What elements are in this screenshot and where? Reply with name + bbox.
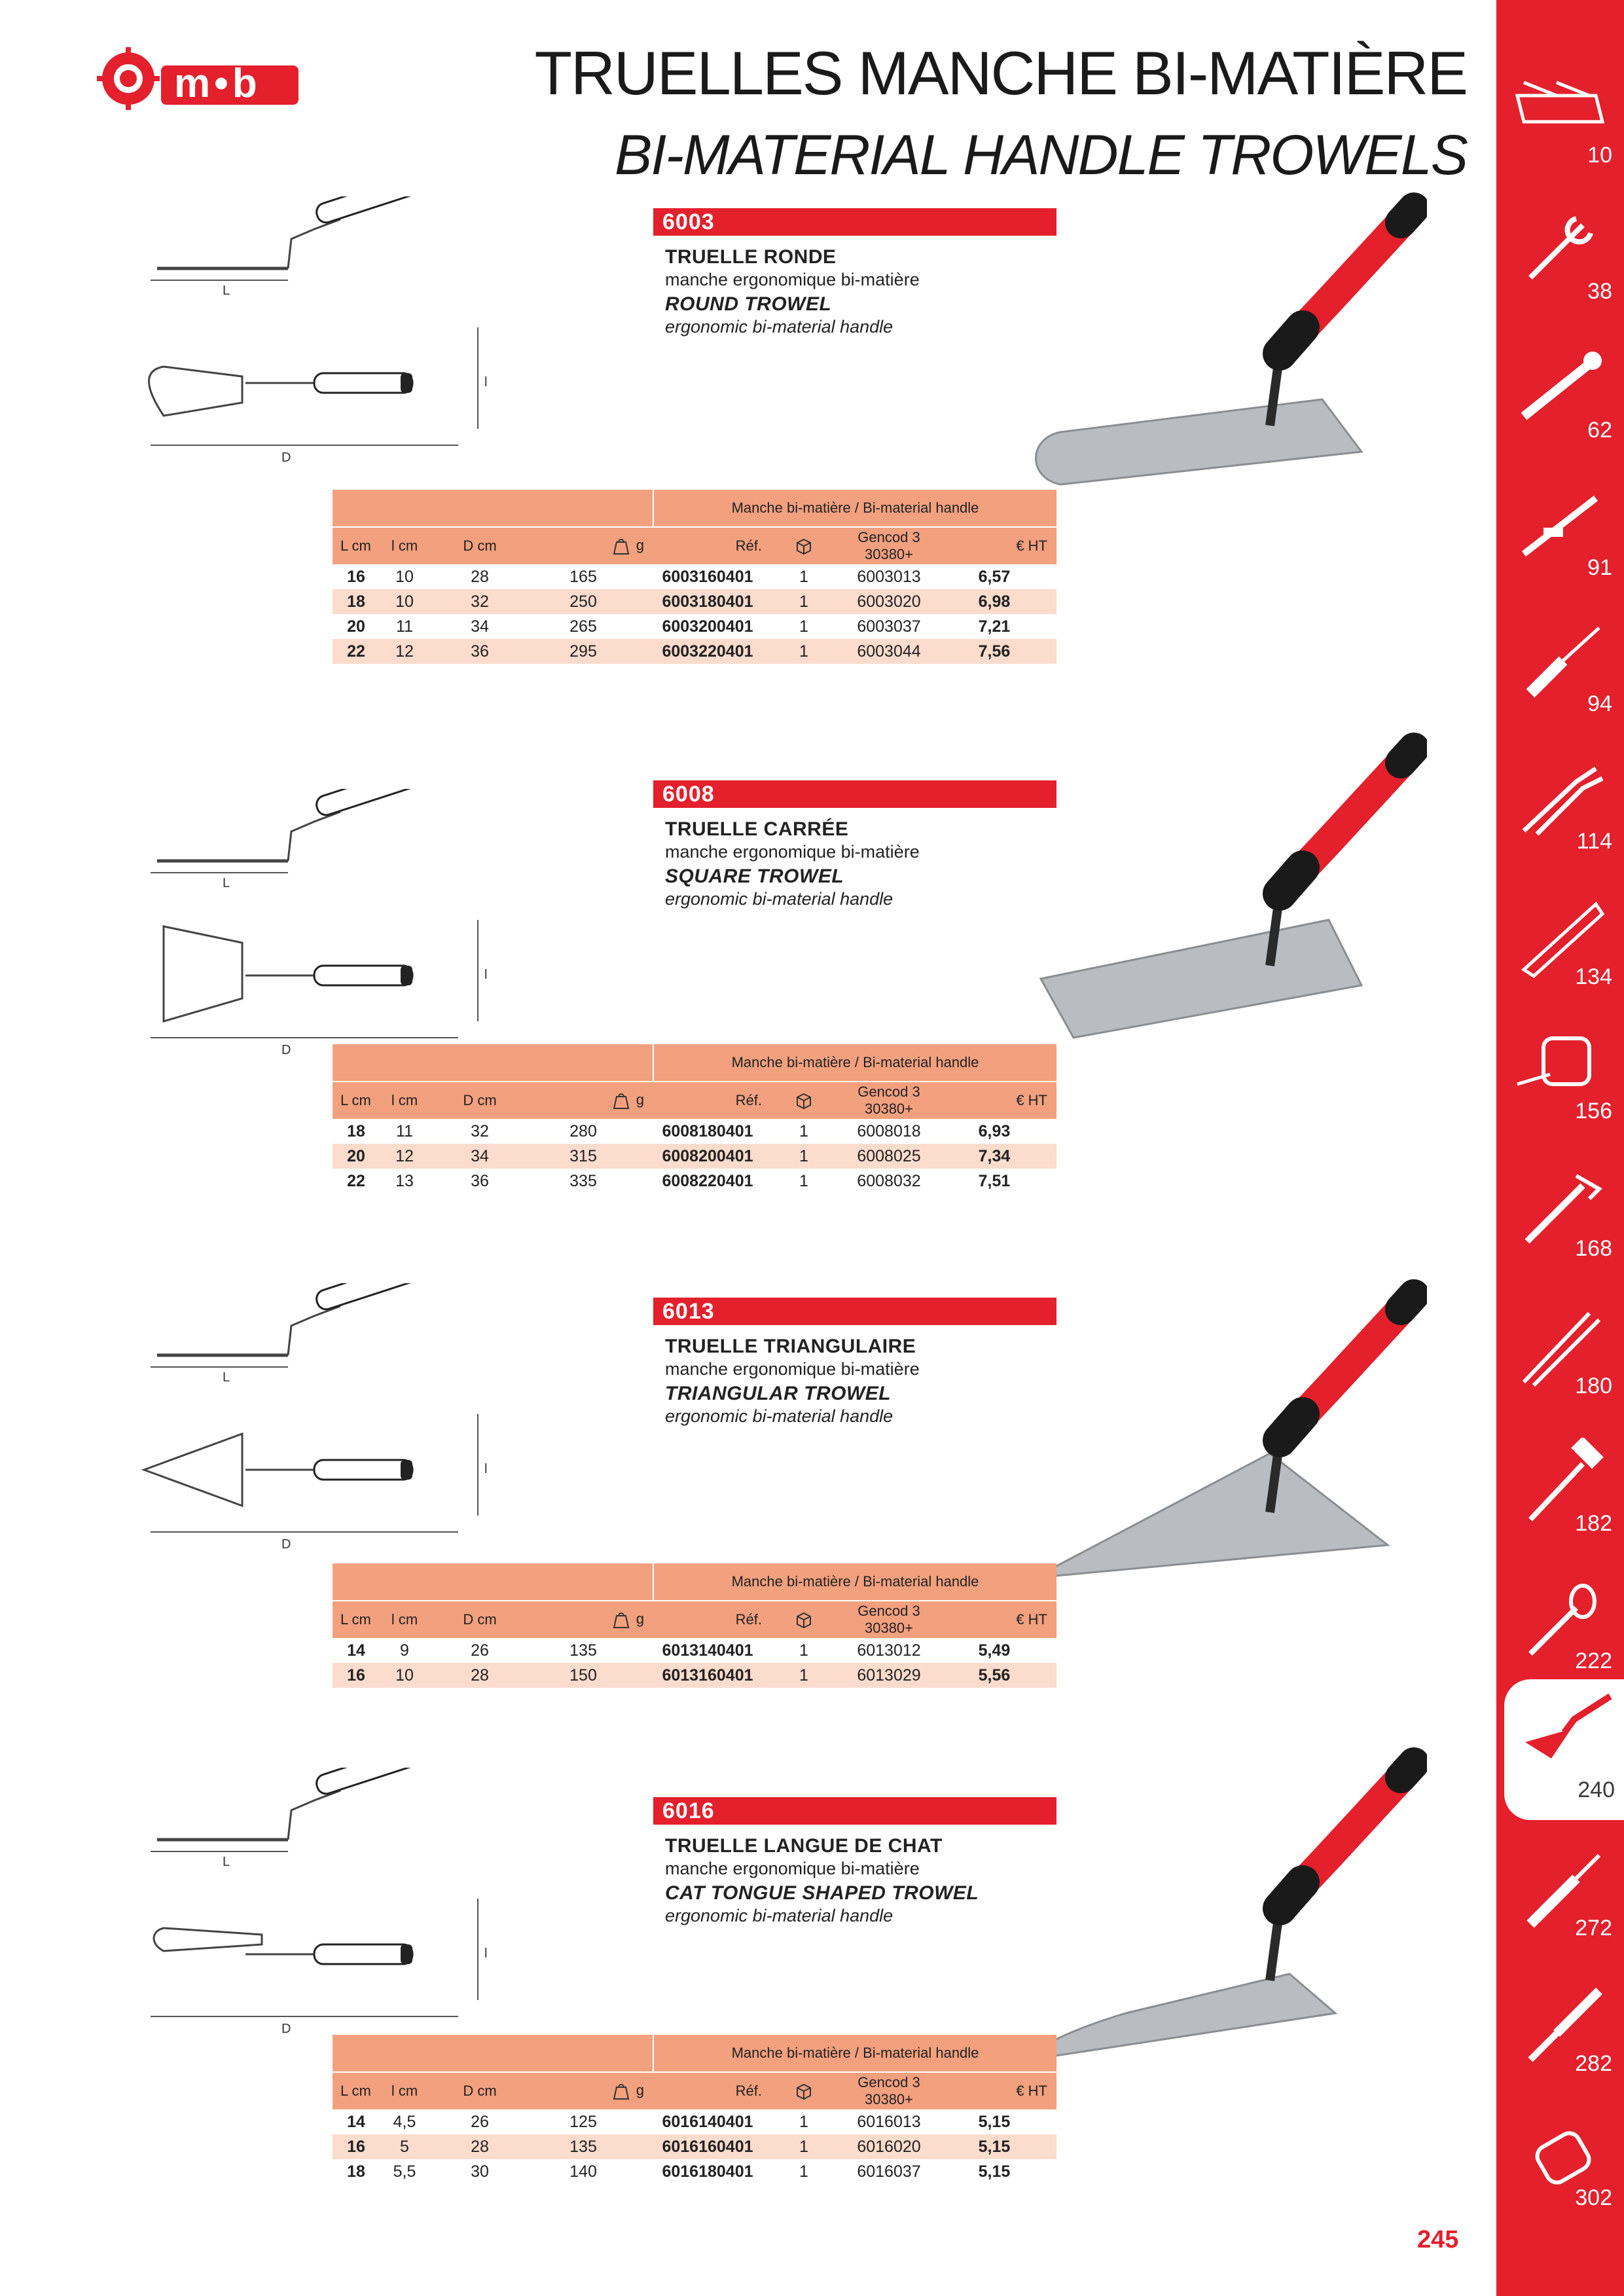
sidebar-tab-number: 91 <box>1587 555 1612 580</box>
product-name-fr: TRUELLE TRIANGULAIRE <box>665 1336 916 1357</box>
box-icon <box>794 2081 814 2101</box>
sidebar-tab-number: 240 <box>1578 1777 1615 1802</box>
product-code: 6008 <box>653 780 1056 808</box>
table-row: 16 10 28 165 6003160401 1 6003013 6,57 <box>347 567 1011 586</box>
sidebar-tab-number: 94 <box>1587 691 1612 716</box>
col-i: l cm <box>372 1082 437 1119</box>
product-sub-en: ergonomic bi-material handle <box>665 1406 893 1426</box>
table-row: 14 4,5 26 125 6016140401 1 6016013 5,15 <box>347 2112 1011 2131</box>
table-row: 18 5,5 30 140 6016180401 1 6016037 5,15 <box>347 2162 1011 2181</box>
col-price: € HT <box>941 1601 1056 1638</box>
sidebar-tab-282[interactable] <box>1496 1974 1624 2105</box>
product-name-fr: TRUELLE CARRÉE <box>665 818 849 840</box>
col-qty <box>771 1082 837 1119</box>
logo-text: m•b <box>174 61 261 106</box>
product-name-fr: TRUELLE LANGUE DE CHAT <box>665 1835 943 1857</box>
product-description <box>665 1835 1058 1927</box>
col-d: D cm <box>437 2072 522 2109</box>
table-row: 16 10 28 150 6013160401 1 6013029 5,56 <box>333 1663 1056 1688</box>
price-table <box>333 490 1056 664</box>
weight-icon <box>609 2082 634 2100</box>
product-sub-en: ergonomic bi-material handle <box>665 1906 893 1925</box>
trowel-icon <box>1512 1683 1623 1775</box>
col-qty <box>771 2072 837 2109</box>
technical-drawing <box>65 789 524 1064</box>
product-code: 6003 <box>653 208 1056 236</box>
product-sub-fr: manche ergonomique bi-matière <box>665 1359 920 1379</box>
sidebar-tab-number: 272 <box>1575 1916 1612 1941</box>
product-description <box>665 818 1058 910</box>
price-table <box>333 1563 1056 1688</box>
svg-text:D: D <box>281 1537 291 1552</box>
page-title: TRUELLES MANCHE BI-MATIÈRE <box>534 39 1467 107</box>
sidebar-tab-62[interactable] <box>1496 340 1624 471</box>
price-table <box>333 1044 1056 1194</box>
sidebar-tab-number: 182 <box>1575 1511 1612 1536</box>
product-photo <box>1021 190 1427 504</box>
sidebar-tab-number: 222 <box>1575 1649 1612 1673</box>
product-name-en: SQUARE TROWEL <box>665 866 844 887</box>
weight-icon <box>609 537 634 555</box>
dimension-label-l: L <box>223 876 230 890</box>
sidebar-tab-180[interactable] <box>1496 1296 1624 1427</box>
page-number: 245 <box>1417 2226 1459 2253</box>
product-sub-en: ergonomic bi-material handle <box>665 889 893 909</box>
table-group-header: Manche bi-matière / Bi-material handle <box>653 490 1056 527</box>
col-weight: g <box>522 1601 653 1638</box>
technical-drawing <box>65 196 524 471</box>
weight-icon <box>609 1091 634 1110</box>
technical-drawing <box>65 1768 524 2043</box>
sidebar-tab-number: 114 <box>1576 829 1612 854</box>
col-gencod: Gencod 3 30380+ <box>837 2072 941 2109</box>
sidebar-tab-number: 302 <box>1575 2185 1612 2210</box>
page-subtitle: BI-MATERIAL HANDLE TROWELS <box>615 124 1467 187</box>
sidebar-tab-91[interactable] <box>1496 478 1624 609</box>
product-sub-fr: manche ergonomique bi-matière <box>665 1859 920 1878</box>
col-i: l cm <box>372 1601 437 1638</box>
technical-drawing <box>65 1283 524 1558</box>
product-name-en: TRIANGULAR TROWEL <box>665 1383 892 1404</box>
col-d: D cm <box>437 1601 522 1638</box>
col-weight: g <box>522 1082 653 1119</box>
col-i: l cm <box>372 2072 437 2109</box>
sidebar-tab-38[interactable] <box>1496 202 1624 333</box>
svg-text:D: D <box>281 2022 291 2036</box>
sidebar-tab-134[interactable] <box>1496 887 1624 1018</box>
product-photo <box>1021 1277 1427 1591</box>
svg-text:D: D <box>281 450 291 465</box>
table-row: 14 9 26 135 6013140401 1 6013012 5,49 <box>347 1641 1011 1660</box>
dimension-label-l: L <box>223 1370 230 1385</box>
col-i: l cm <box>372 527 437 564</box>
col-d: D cm <box>437 527 522 564</box>
table-row: 18 10 32 250 6003180401 1 6003020 6,98 <box>333 589 1056 614</box>
sidebar-tab-number: 156 <box>1575 1099 1612 1123</box>
product-sub-fr: manche ergonomique bi-matière <box>665 842 920 862</box>
col-gencod: Gencod 3 30380+ <box>837 1082 941 1119</box>
col-qty <box>771 1601 837 1638</box>
col-l: L cm <box>333 1601 372 1638</box>
mob-logo <box>97 47 306 113</box>
dimension-label-l: L <box>223 1855 230 1869</box>
sidebar-tab-number: 134 <box>1575 964 1612 989</box>
col-l: L cm <box>333 1082 372 1119</box>
table-row: 18 11 32 280 6008180401 1 6008018 6,93 <box>347 1121 1011 1140</box>
col-price: € HT <box>941 2072 1056 2109</box>
table-row: 22 12 36 295 6003220401 1 6003044 7,56 <box>333 639 1056 664</box>
sidebar-tab-number: 282 <box>1575 2051 1612 2076</box>
sidebar-tab-168[interactable] <box>1496 1159 1624 1290</box>
price-table <box>333 2035 1056 2184</box>
col-l: L cm <box>333 2072 372 2109</box>
box-icon <box>794 536 814 556</box>
box-icon <box>794 1610 814 1630</box>
col-price: € HT <box>941 527 1056 564</box>
table-row: 20 12 34 315 6008200401 1 6008025 7,34 <box>333 1144 1056 1169</box>
sidebar-tab-number: 62 <box>1587 418 1612 443</box>
sidebar-tab-272[interactable] <box>1496 1838 1624 1969</box>
sidebar-tab-94[interactable] <box>1496 614 1624 745</box>
product-sub-fr: manche ergonomique bi-matière <box>665 270 920 289</box>
product-name-en: ROUND TROWEL <box>665 293 832 315</box>
col-l: L cm <box>333 527 372 564</box>
sidebar-tab-156[interactable] <box>1496 1021 1624 1152</box>
svg-text:l: l <box>484 968 488 982</box>
col-gencod: Gencod 3 30380+ <box>837 1601 941 1638</box>
table-row: 22 13 36 335 6008220401 1 6008032 7,51 <box>347 1171 1011 1190</box>
sidebar-tab-302[interactable] <box>1496 2108 1624 2239</box>
svg-text:D: D <box>281 1043 291 1057</box>
col-weight: g <box>522 2072 653 2109</box>
dimension-label-l: L <box>223 283 230 298</box>
table-row: 16 5 28 135 6016160401 1 6016020 5,15 <box>333 2134 1056 2159</box>
sidebar-tab-number: 10 <box>1587 143 1612 168</box>
table-group-header: Manche bi-matière / Bi-material handle <box>653 1044 1056 1082</box>
sidebar-tab-number: 180 <box>1575 1374 1612 1398</box>
product-code: 6016 <box>653 1797 1056 1825</box>
table-group-header: Manche bi-matière / Bi-material handle <box>653 1563 1056 1601</box>
product-description <box>665 246 1058 338</box>
sidebar-tab-10[interactable] <box>1496 65 1624 196</box>
col-ref: Réf. <box>653 1082 771 1119</box>
box-icon <box>794 1091 814 1110</box>
sidebar-tab-number: 168 <box>1575 1236 1612 1261</box>
product-name-fr: TRUELLE RONDE <box>665 246 837 268</box>
col-ref: Réf. <box>653 527 771 564</box>
product-description <box>665 1336 1058 1427</box>
sidebar-tab-240[interactable] <box>1504 1679 1624 1820</box>
product-code: 6013 <box>653 1298 1056 1325</box>
table-row: 20 11 34 265 6003200401 1 6003037 7,21 <box>347 617 1011 636</box>
col-d: D cm <box>437 1082 522 1119</box>
col-weight: g <box>522 527 653 564</box>
sidebar-tab-number: 38 <box>1587 279 1612 304</box>
weight-icon <box>609 1611 634 1629</box>
product-name-en: CAT TONGUE SHAPED TROWEL <box>665 1882 979 1904</box>
sidebar-tab-182[interactable] <box>1496 1434 1624 1565</box>
svg-text:l: l <box>484 1462 488 1476</box>
col-price: € HT <box>941 1082 1056 1119</box>
svg-text:l: l <box>484 1946 488 1961</box>
product-sub-en: ergonomic bi-material handle <box>665 317 893 337</box>
col-ref: Réf. <box>653 2072 771 2109</box>
col-gencod: Gencod 3 30380+ <box>837 527 941 564</box>
table-group-header: Manche bi-matière / Bi-material handle <box>653 2035 1056 2072</box>
col-ref: Réf. <box>653 1601 771 1638</box>
svg-text:l: l <box>484 375 488 390</box>
product-photo <box>1021 1745 1427 2059</box>
sidebar-tab-114[interactable] <box>1496 752 1624 883</box>
product-photo <box>1021 730 1427 1044</box>
col-qty <box>771 527 837 564</box>
